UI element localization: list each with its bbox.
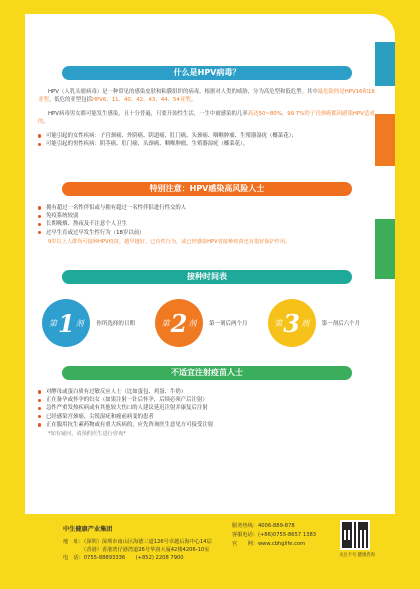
unsuitable-list [38,388,376,429]
disease-list [38,132,376,148]
list-item: 对酵母或蛋白质有过敏反应人士（比如蛋包、鸡蛋、牛奶） [38,388,376,396]
section-high-risk [38,182,376,245]
decor-bar-teal [375,42,395,86]
dose-label: 第一剂后六个月 [321,321,361,327]
section-title: 不适宜注射疫苗人士 [62,366,352,380]
dose-step-1 [42,299,146,347]
service-phone: 客服电话：(+86)0755-8657 1383 [232,532,317,539]
dose-label: 第一剂后两个月 [208,321,248,327]
intro-paragraph: HPV（人乳头瘤病毒）是一种常见的感染皮肤和粘膜组织的病毒，根据对人类的威胁，分为高危型和低危型。其中最危险的是HPV16和18亚型。低危的亚型包括HPV6、11、40、42、43、44、54亚型。 [38,89,375,103]
list-item: 正在备孕或怀孕的妇女（如果注射一针后怀孕，后续必须产后注射） [38,396,376,404]
list-item: 长期吸烟、熬夜及不注意个人卫生 [38,220,376,228]
address-shenzhen: 地 址：（深圳）深圳市南山区海德三道126号卓越后海中心14层 [63,539,212,545]
list-item: 可能引起的男性疾病：阴茎癌、肛门癌、头颈癌、咽喉肿瘤、生殖器湿疣（椰菜花）。 [38,140,376,148]
list-item: 过早生育或过早发生性行为（18岁以前） [38,229,376,237]
list-item: 已经感染宫颈癌、尖锐湿疣和癌前病变的患者 [38,413,376,421]
dose-circle: 第 3 剂 [268,299,316,347]
high-risk-list [38,204,376,237]
dose-label: 你所选择的日期 [96,321,135,327]
section-title: 接种时间表 [62,270,352,284]
section-schedule [38,270,376,352]
list-item: 正在服用抗生素药物或有重大疾病的，应先咨询医生意见方可接受注射 [38,421,376,429]
vaccine-note: 9岁以上人群均可接种HPV疫苗，越早越好。已有性行为，或已经感染HPV者接种疫苗也有很好保护作用。 [48,238,291,245]
dose-step-2 [155,299,259,347]
risk-paragraph: HPV病毒男女都可能发生感染，且十分普遍，只要开始性生活，一生中被感染的几率高达50~80%，99.7%的子宫颈癌都因感染HPV造成的。 [38,111,375,125]
list-item: 免疫系统较弱 [38,212,376,220]
footer [0,516,420,589]
address-hongkong: （香港）香港湾仔港湾道26号华润大厦42楼4206-10室 [63,547,210,553]
content-card [25,14,395,514]
dose-schedule [38,294,376,352]
contact-block [232,522,316,550]
section-title: 什么是HPV病毒？ [62,66,352,80]
company-name: 中生健康产业集团 [63,526,113,533]
address-block [63,538,212,562]
qr-caption: 关注卡号 健康咨询 [339,553,375,558]
decor-bar-orange [375,114,395,166]
list-item: 可能引起的女性疾病：子宫颈癌、外阴癌、阴道癌、肛门癌、头颈癌、咽喉肿瘤、生殖器湿疣（椰菜花）； [38,132,376,140]
website-link[interactable]: 官 网：www.cbhglife.com [232,541,306,548]
list-item: 急性严重发热疾病或有其他较大伤口的人建议延迟注射并康复后注射 [38,404,376,412]
section-title: 特别注意：HPV感染高风险人士 [62,182,352,196]
dose-circle: 第 1 剂 [42,299,90,347]
phone-line: 电 话：0755-88893336 (+852) 2208 7900 [63,555,184,561]
consult-note: *如有疑问，请预约医生进行咨询* [48,431,126,438]
section-unsuitable [38,366,376,437]
section-what-is-hpv [38,66,376,148]
qr-code [340,520,370,550]
list-item: 拥有超过一名性伴侣或与拥有超过一名性伴侣进行性交的人 [38,204,376,212]
dose-step-3 [268,299,372,347]
hotline: 服务热线：4006-889-878 [232,523,295,529]
dose-circle: 第 2 剂 [155,299,203,347]
decor-bar-green [375,219,395,279]
